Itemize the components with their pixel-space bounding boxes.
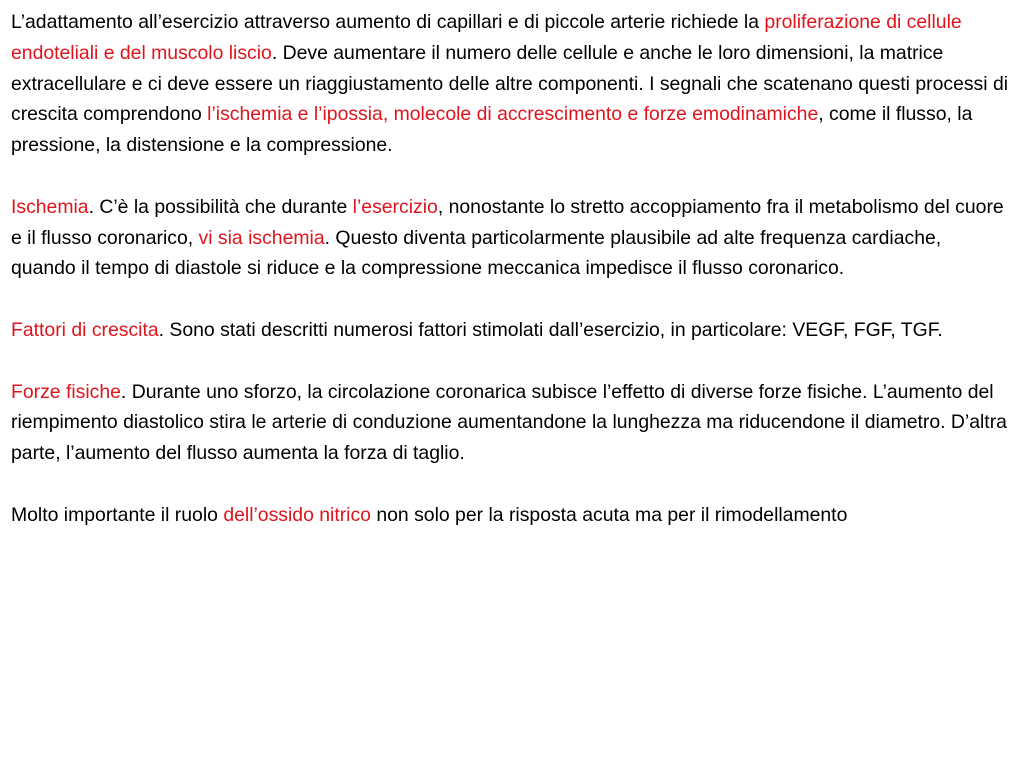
highlight-proliferation: proliferazione di cellule endoteliali e del muscolo liscio: [11, 11, 962, 64]
text-segment: L’adattamento all’esercizio attraverso aumento di capillari e di piccole arterie richiede la: [11, 11, 765, 33]
text-segment: . Questo diventa particolarmente plausibile ad alte frequenza cardiache, quando il tempo di diastole si riduce e la compressione meccanica impedisce il flusso coronarico.: [11, 226, 942, 280]
text-segment: , nonostante lo stretto accoppiamento fra il metabolismo del cuore e il flusso coronarico,: [11, 195, 1004, 249]
paragraph-physical-forces: [11, 377, 1011, 469]
paragraph-growth-factors: [11, 315, 1011, 346]
heading-ischemia: Ischemia: [11, 195, 89, 218]
highlight-nitric-oxide: dell’ossido nitrico: [223, 503, 371, 526]
highlight-growth-signals: l’ischemia e l’ipossia, molecole di accrescimento e forze emodinamiche: [207, 103, 819, 126]
text-segment: non solo per la risposta acuta ma per il rimodellamento: [370, 503, 848, 526]
text-segment: . C’è la possibilità che durante: [88, 195, 353, 218]
text-segment: . Sono stati descritti numerosi fattori stimolati dall’esercizio, in particolare: VEGF, FGF, TGF.: [158, 318, 943, 341]
highlight-exercise: l’esercizio: [352, 195, 438, 218]
paragraph-capillary-adaptation: [11, 7, 1011, 161]
slide-body: [11, 7, 1011, 561]
heading-growth-factors: Fattori di crescita: [11, 318, 159, 341]
highlight-ischemia: vi sia ischemia: [198, 226, 325, 249]
heading-physical-forces: Forze fisiche: [11, 380, 121, 403]
text-segment: . Durante uno sforzo, la circolazione coronarica subisce l’effetto di diverse forze fisiche. L’aumento del riempimento diastolico stira le arterie di conduzione aumentandone la lunghezza ma riducendone il diametro. D’altra parte, l’aumento del flusso aumenta la forza di taglio.: [11, 380, 1007, 465]
text-segment: . Deve aumentare il numero delle cellule e anche le loro dimensioni, la matrice extracellulare e ci deve essere un riaggiustamento delle altre componenti. I segnali che scatenano questi processi di crescita comprendono: [11, 41, 1009, 126]
paragraph-ischemia: [11, 192, 1011, 284]
text-segment: , come il flusso, la pressione, la distensione e la compressione.: [11, 103, 973, 157]
paragraph-nitric-oxide: [11, 500, 1011, 531]
text-segment: Molto importante il ruolo: [11, 503, 224, 526]
